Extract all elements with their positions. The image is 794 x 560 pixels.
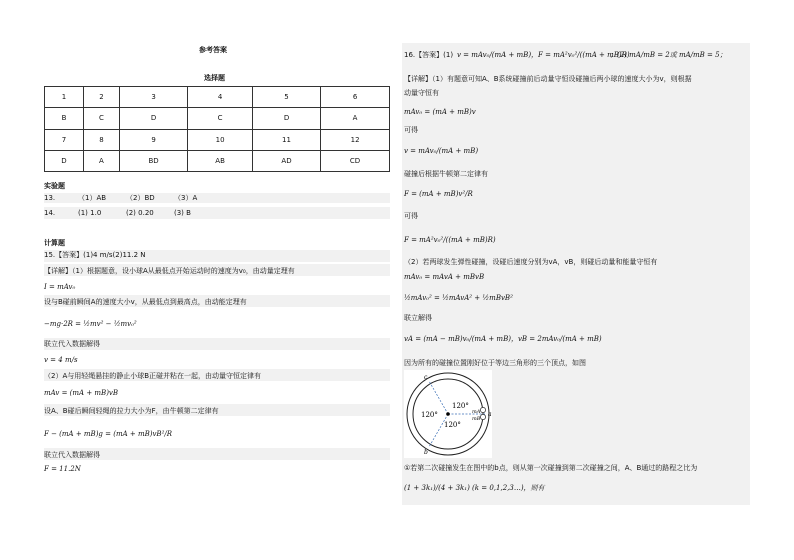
q15-equation: −mg·2R = ½mv² − ½mv₀² — [44, 320, 137, 328]
point-b-label: b — [424, 449, 428, 456]
q13-answer-2: （2）BD — [126, 194, 155, 202]
q16-line: 动量守恒有 — [404, 89, 439, 97]
angle-left-label: 120° — [421, 411, 438, 419]
page-title: 参考答案 — [199, 46, 227, 54]
q15-line: 联立代入数据解得 — [44, 451, 100, 459]
table-cell: 2 — [83, 87, 119, 108]
table-cell: BD — [119, 150, 187, 171]
q15-line: （2）A与用轻绳悬挂的静止小球B正碰并粘在一起，由动量守恒定律有 — [44, 372, 262, 380]
table-cell: D — [45, 150, 84, 171]
q13-answer-3: （3）A — [174, 194, 198, 202]
table-cell: D — [252, 108, 320, 129]
point-a-label: a — [488, 411, 492, 418]
q14-answer-1: (1) 1.0 — [78, 209, 102, 217]
table-row — [45, 108, 390, 129]
table-cell: A — [321, 108, 390, 129]
q14-answer-2: (2) 0.20 — [126, 209, 154, 217]
q16-line: 联立解得 — [404, 314, 432, 322]
table-cell: A — [83, 150, 119, 171]
q14-number: 14. — [44, 209, 56, 217]
q16-line: 可得 — [404, 212, 418, 220]
table-cell: C — [83, 108, 119, 129]
table-cell: 8 — [83, 129, 119, 150]
table-row — [45, 87, 390, 108]
q16-answer-prefix: 16.【答案】(1) — [404, 51, 454, 59]
choice-answer-table — [44, 86, 390, 172]
q15-equation: F − (mA + mB)g = (mA + mB)vB²/R — [44, 430, 173, 438]
q15-line: 设与B碰前瞬间A的速度大小v，从最低点到最高点，由动能定理有 — [44, 298, 247, 306]
mB-label: mB — [472, 416, 481, 422]
q16-equation: F = mA²v₀²/((mA + mB)R) — [404, 236, 496, 244]
table-cell: 7 — [45, 129, 84, 150]
mA-label: mA — [472, 409, 481, 415]
q16-equation: F = (mA + mB)v²/R — [404, 190, 473, 198]
q15-answer: 15.【答案】(1)4 m/s(2)11.2 N — [44, 251, 146, 259]
table-cell: 6 — [321, 87, 390, 108]
collision-circle-figure — [404, 370, 492, 458]
q16-equation: vA = (mA − mB)v₀/(mA + mB)，vB = 2mAv₀/(mA + mB) — [404, 335, 602, 343]
q16-equation: mAv₀ = (mA + mB)v — [404, 108, 476, 116]
table-cell: CD — [321, 150, 390, 171]
q13-answer-1: （1）AB — [78, 194, 107, 202]
point-c-label: c — [424, 374, 428, 381]
table-cell: 1 — [45, 87, 84, 108]
table-cell: AB — [188, 150, 253, 171]
table-cell: B — [45, 108, 84, 129]
q15-equation: v = 4 m/s — [44, 356, 78, 364]
table-cell: D — [119, 108, 187, 129]
q16-equation: v = mAv₀/(mA + mB) — [404, 147, 479, 155]
choice-heading: 选择题 — [204, 74, 225, 82]
table-row — [45, 150, 390, 171]
angle-bottom-label: 120° — [444, 421, 461, 429]
q16-answer-eq2: ；(2) mA/mB = 2或 mA/mB = 5； — [610, 51, 727, 59]
table-row — [45, 129, 390, 150]
q16-line: 因为所有的碰撞位置刚好位于等边三角形的三个顶点，如图 — [404, 359, 586, 367]
q16-equation: (1 + 3k₁)/(4 + 3k₁) (k = 0,1,2,3…)，则有 — [404, 484, 545, 492]
table-cell: 10 — [188, 129, 253, 150]
q14-answer-3: (3) B — [174, 209, 191, 217]
q15-line: 联立代入数据解得 — [44, 340, 100, 348]
center-point — [446, 412, 450, 416]
q15-line: 【详解】（1）根据题意，设小球A从最低点开始运动时的速度为v₀，由动量定理有 — [44, 267, 295, 275]
q16-line: 碰撞后根据牛顿第二定律有 — [404, 170, 488, 178]
q16-line: （2）若两球发生弹性碰撞，设碰后速度分别为vA，vB，则碰后动量和能量守恒有 — [404, 258, 658, 266]
q16-line: 可得 — [404, 126, 418, 134]
q16-equation: mAv₀ = mAvA + mBvB — [404, 273, 485, 281]
q16-line: ①若第二次碰撞发生在图中的b点，则从第一次碰撞到第二次碰撞之间，A、B通过的路程之比为 — [404, 464, 698, 472]
table-cell: 12 — [321, 129, 390, 150]
q15-equation: I = mAv₀ — [44, 283, 76, 291]
q16-answer-eq1: v = mAv₀/(mA + mB)，F = mA²v₀²/((mA + mB)R) — [457, 51, 630, 59]
q13-number: 13. — [44, 194, 56, 202]
table-cell: 9 — [119, 129, 187, 150]
q15-line: 设A、B碰后瞬间轻绳的拉力大小为F，由牛顿第二定律有 — [44, 407, 219, 415]
calc-heading: 计算题 — [44, 239, 65, 247]
q15-equation: mAv = (mA + mB)vB — [44, 389, 119, 397]
angle-top-label: 120° — [452, 402, 469, 410]
ball-mB — [480, 414, 485, 419]
table-cell: 5 — [252, 87, 320, 108]
table-cell: 11 — [252, 129, 320, 150]
table-cell: 3 — [119, 87, 187, 108]
q15-equation: F = 11.2N — [44, 465, 81, 473]
experiment-heading: 实验题 — [44, 182, 65, 190]
q16-equation: ½mAv₀² = ½mAvA² + ½mBvB² — [404, 294, 513, 302]
ball-mA — [480, 407, 485, 412]
table-cell: 4 — [188, 87, 253, 108]
table-cell: C — [188, 108, 253, 129]
table-cell: AD — [252, 150, 320, 171]
q16-line: 【详解】（1）有题意可知A、B系统碰撞前后动量守恒设碰撞后两小球的速度大小为v，则根据 — [404, 75, 692, 83]
